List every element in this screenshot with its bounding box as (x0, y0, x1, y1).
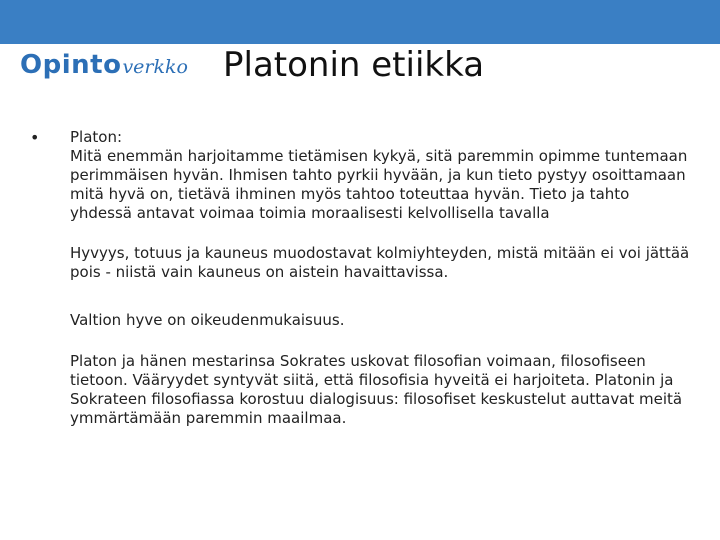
paragraph-4: Platon ja hänen mestarinsa Sokrates uskovat filosofian voimaan, filosofiseen tietoon. Vääryydet syntyvät siitä, että filosofisia hyveitä ei harjoiteta. Platonin ja Sokrateen filosofiassa korostuu dialogisuus: filosofiset keskustelut auttavat meitä ymmärtämään paremmin maailmaa. (70, 352, 683, 427)
slide-content (30, 128, 690, 428)
logo-sub-text: verkko (122, 56, 188, 78)
bullet-dot: • (30, 128, 40, 147)
bullet-item (30, 128, 690, 428)
opintoverkko-logo (20, 50, 188, 86)
bullet-body (70, 128, 690, 428)
logo-main-text: Opinto (20, 50, 122, 80)
paragraph-3: Valtion hyve on oikeudenmukaisuus. (70, 311, 345, 329)
slide-title: Platonin etiikka (223, 45, 485, 85)
paragraph-2: Hyvyys, totuus ja kauneus muodostavat kolmiyhteyden, mistä mitään ei voi jättää pois - niistä vain kauneus on aistein havaittavissa. (70, 244, 690, 281)
top-header-bar (0, 0, 720, 44)
paragraph-1: Mitä enemmän harjoitamme tietämisen kykyä, sitä paremmin opimme tuntemaan perimmäisen hyvän. Ihmisen tahto pyrkii hyvään, ja kun tieto pystyy osoittamaan mitä hyvä on, tietävä ihminen myös tahtoo toteuttaa hyvän. Tieto ja tahto yhdessä antavat voimaa toimia moraalisesti kelvollisella tavalla (70, 147, 688, 222)
bullet-heading: Platon: (70, 128, 123, 146)
